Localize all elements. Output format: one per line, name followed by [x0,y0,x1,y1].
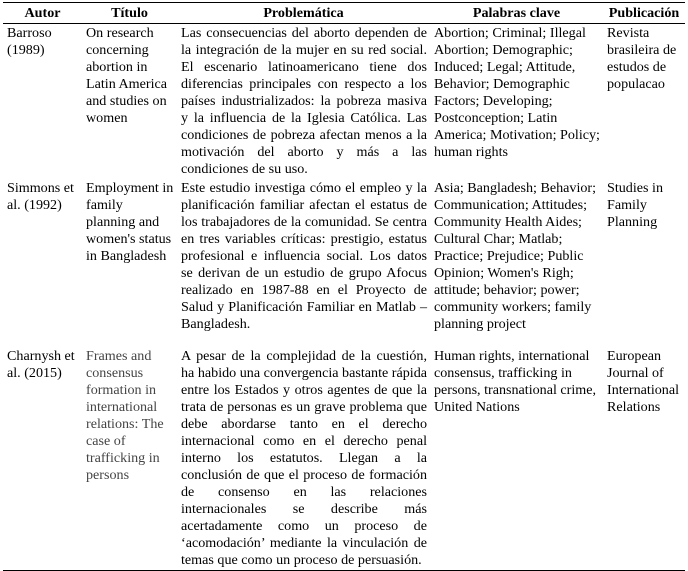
table-header-row [3,3,685,24]
cell-publicacion: Revista brasileira de estudos de populacao [607,25,677,92]
table-row [3,347,685,571]
cell-autor: Simmons et al. (1992) [7,180,74,213]
header-titulo: Título [111,5,148,21]
cell-titulo: On research concerning abortion in Latin America and studies on women [86,25,168,126]
header-autor: Autor [24,5,61,21]
cell-problematica: Este estudio investiga cómo el empleo y la planificación familiar afectan el estatus de los trabajadores de la comunidad. Se centra en tres variables críticas: prestigio, estatus profesional e influencia social. Los datos se derivan de un estudio de grupo Afocus realizado en 1987-88 en el Proyecto de Salud y Planificación Familiar en Matlab – Bangladesh. [181,180,427,332]
cell-publicacion: European Journal of International Relations [607,348,680,415]
cell-titulo: Employment in family planning and women's status in Bangladesh [86,180,174,264]
cell-titulo: Frames and consensus formation in international relations: The case of trafficking in persons [86,348,164,483]
header-palabras-clave: Palabras clave [472,5,561,21]
cell-palabras-clave: Human rights, international consensus, trafficking in persons, transnational crime, United Nations [434,348,597,415]
cell-problematica: Las consecuencias del aborto dependen de la integración de la mujer en su red social. El escenario latinoamericano tiene dos diferencias principales con respecto a los países industrializados: la pobreza masiva y la influencia de la Iglesia Católica. Las condiciones de pobreza afectan menos a la motivación del aborto y más a las condiciones de su uso. [181,25,427,177]
header-problematica: Problemática [263,5,344,21]
header-publicacion: Publicación [608,5,680,21]
cell-autor: Charnysh et al. (2015) [7,348,75,381]
literature-review-table [3,2,685,571]
cell-autor: Barroso (1989) [7,25,52,58]
table-row [3,24,685,180]
cell-palabras-clave: Abortion; Criminal; Illegal Abortion; Demographic; Induced; Legal; Attitude, Behavior; Demographic Factors; Developing; Postconception; Latin America; Motivation; Policy; human rights [434,25,600,160]
cell-problematica: A pesar de la complejidad de la cuestión, ha habido una convergencia bastante rápida entre los Estados y otros agentes de que la trata de personas es un grave problema que debe abordarse tanto en el derecho internacional como en el derecho penal interno los estatutos. Llegan a la conclusión de que el proceso de formación de consenso en las relaciones internacionales se describe más acertadamente como un proceso de ‘acomodación’ mediante la vinculación de temas que como un proceso de persuasión. [181,348,427,568]
cell-palabras-clave: Asia; Bangladesh; Behavior; Communication; Attitudes; Community Health Aides; Cultural Char; Matlab; Practice; Prejudice; Public Opinion; Women's Righ; attitude; behavior; power; community workers; family planning project [434,180,597,332]
table-row [3,179,685,347]
cell-publicacion: Studies in Family Planning [607,180,663,230]
